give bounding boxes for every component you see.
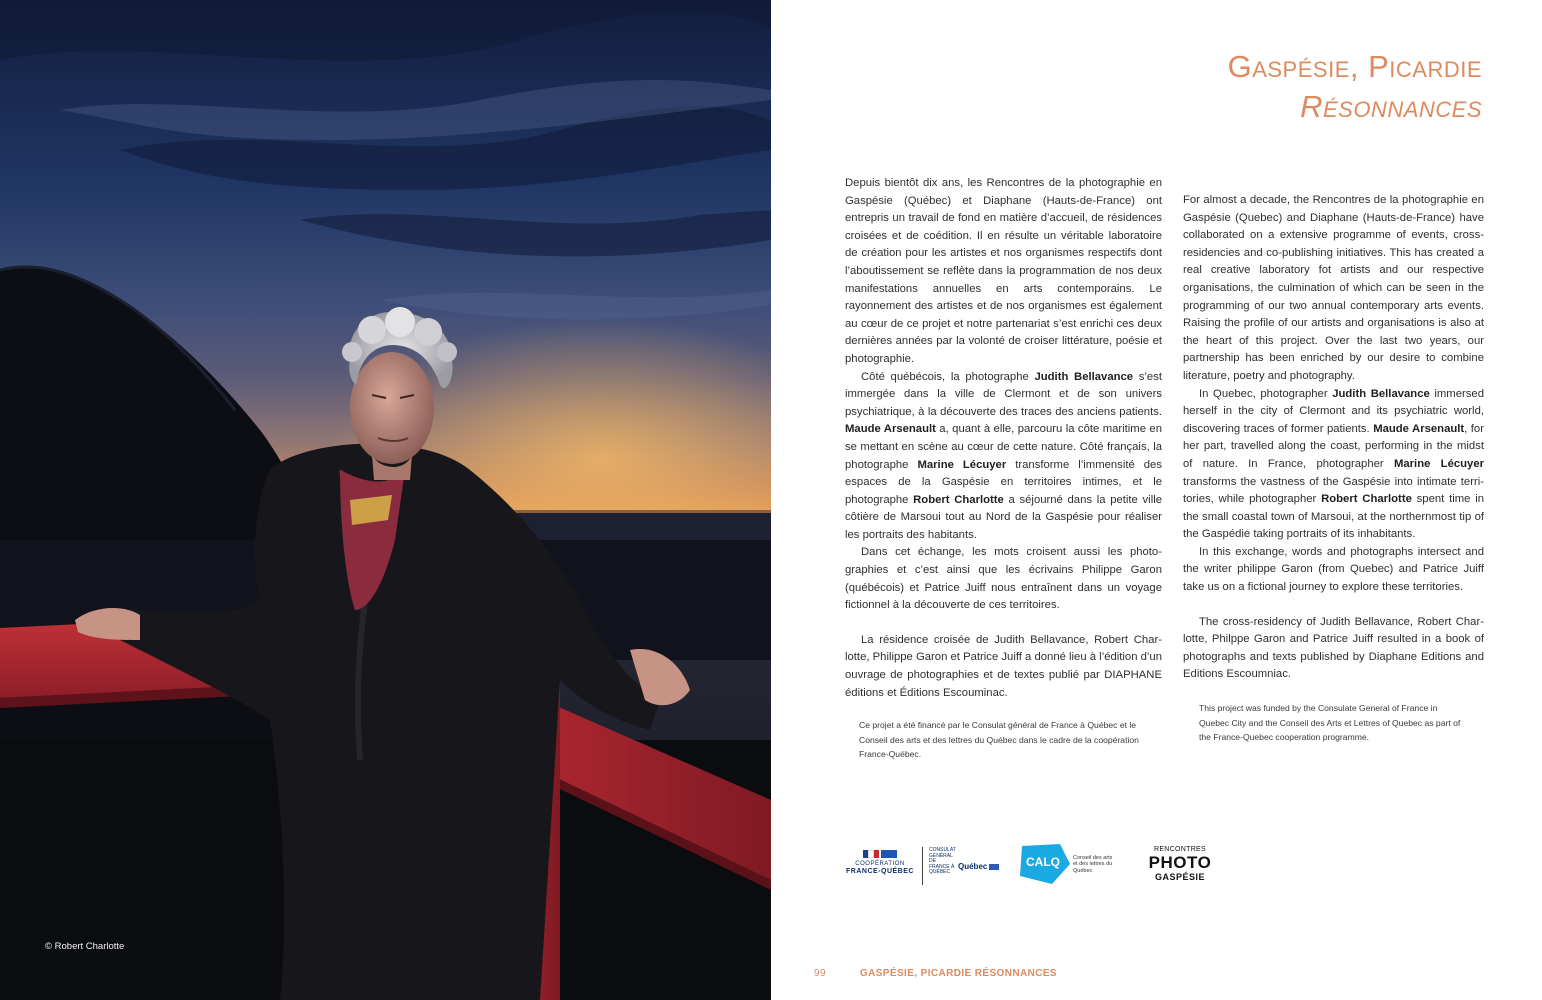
french-paragraph-2 (845, 369, 1162, 545)
artist-name: Robert Charlotte (913, 493, 1004, 506)
logo-text: RENCONTRES (1153, 846, 1206, 853)
text-run: spent time in the small coastal town of Marsoui, at the northernmost tip of the Gaspédie taking portraits of its inhabitants. (1183, 493, 1485, 541)
text-run: transforme l’immensité des espaces de la Gaspésie en territoires intimes, et le photographe (845, 458, 1162, 506)
artist-name: Judith Bellavance (1034, 370, 1134, 383)
logo-text: Québec (958, 862, 988, 871)
artist-name: Marine Lécuyer (1393, 457, 1484, 470)
text-run: In Quebec, photographer (1199, 387, 1333, 400)
french-paragraph-1: Depuis bientôt dix ans, les Rencontres de la photographie en Gaspésie (Québec) et Diaphane (Hauts-de-France) ont entrepris un travail de fond en matière d’accueil, de résidences croisées et de coédition. Il en résulte un véritable laboratoire de création pour les artistes et nos organismes respectifs dont l’aboutissement se reflète dans la programmation de nos deux manifestations annuelles en arts contemporains. Le rayonnement des artistes et de nos organismes est également au cœur de ce projet et notre partenariat s’est enrichi ces deux dernières années par la volonté de croiser littérature, poésie et photographie. (845, 177, 1162, 365)
english-paragraph-4: The cross-residency of Judith Bellavance, Robert Charlotte, Philppe Garon and Patrice Juiff resulted in a book of photographs and texts published by Diaphane Editions and Editions Escoumniac. (1183, 615, 1484, 681)
page-title (1228, 48, 1482, 128)
calq-text: Conseil des arts et des lettres du Québec (1073, 855, 1113, 874)
page-number: 99 (814, 968, 826, 979)
logo-text: COOPÉRATION (855, 861, 905, 867)
calq-label: CALQ (1026, 855, 1060, 869)
rencontres-photo-logo (1145, 845, 1215, 883)
text-run: immersed herself in the city of Clermont and its psychiatric world, discovering traces of former patients. (1183, 387, 1484, 435)
consulat-logo: CONSULAT GÉNÉRAL DE FRANCE À QUÉBEC (929, 847, 956, 876)
logo-text: PHOTO (1148, 853, 1212, 872)
french-paragraph-3: Dans cet échange, les mots croisent aussi les photographies et c’est ainsi que les écrivains Philippe Garon (québécois) et Patrice Juiff nous entraînent dans un voyage fictionnel à la découverte de ces territoires. (845, 546, 1162, 612)
artist-name: Maude Arsenault (1373, 422, 1465, 435)
quebec-flag-icon (989, 864, 999, 870)
logo-text: FRANCE-QUÉBEC (846, 868, 914, 875)
english-paragraph-2 (1183, 386, 1484, 544)
quebec-logo (958, 862, 999, 871)
artist-name: Maude Arsenault (845, 423, 936, 436)
page-footer (814, 968, 1057, 979)
title-line-1: Gaspésie, Picardie (1227, 49, 1482, 84)
partner-logos (845, 842, 1265, 892)
running-title: GASPÉSIE, PICARDIE RÉSONNANCES (859, 968, 1057, 979)
artist-name: Marine Lécuyer (917, 458, 1007, 471)
french-column (845, 175, 1162, 702)
cooperation-france-quebec-logo (845, 850, 915, 876)
text-run: , for her part, travelled along the coast, performing in the midst of nature. In France, photographer (1183, 422, 1484, 470)
flags-icon (845, 850, 915, 858)
text-run: s’est immergée dans la ville de Clermont et de son univers psychiatrique, à la découverte des traces des anciens patients. (845, 370, 1162, 418)
french-funding-note: Ce projet a été financé par le Consulat général de France à Québec et le Conseil des arts et des lettres du Québec dans le cadre de la coopération France-Québec. (859, 720, 1139, 759)
calq-logo-icon (1016, 842, 1072, 886)
text-run: Côté québécois, la photographe (861, 370, 1035, 383)
logo-divider (922, 847, 923, 885)
english-funding-note: This project was funded by the Consulate General of France in Quebec City and the Conseil des Arts et Lettres of Quebec as part of the France-Quebec cooperation programme. (1199, 703, 1461, 742)
text-page (771, 0, 1542, 1000)
text-run: transforms the vastness of the Gaspésie into intimate territories, while photographer (1183, 475, 1484, 506)
title-line-2: Résonnances (1300, 89, 1482, 124)
english-paragraph-3: In this exchange, words and photographs intersect and the writer philippe Garon (from Quebec) and Patrice Juiff take us on a fictional journey to explore these territories. (1183, 545, 1484, 594)
french-paragraph-4: La résidence croisée de Judith Bellavance, Robert Charlotte, Philippe Garon et Patrice Juiff a donné lieu à l’édition d’un ouvrage de photographies et de textes publié par DIAPHANE éditions et Éditions Escouminac. (845, 633, 1162, 699)
text-run: a, quant à elle, parcouru la côte maritime en se mettant en scène au cœur de cette nature. Côté français, la photographe (845, 423, 1162, 471)
text-run: a séjourné dans la petite ville côtière de Marsoui tout au Nord de la Gaspésie pour réaliser les portraits des habitants. (845, 493, 1162, 541)
english-column (1183, 192, 1484, 684)
artist-name: Judith Bellavance (1332, 387, 1430, 400)
photo-credit: © Robert Charlotte (45, 941, 125, 952)
logo-text: GASPÉSIE (1154, 872, 1205, 882)
english-paragraph-1: For almost a decade, the Rencontres de la photographie en Gaspésie (Quebec) and Diaphane (Hauts-de-France) have collaborated on a extensive programme of events, cross-residencies and co-publishing initiatives. This has created a real creative laboratory fot artists and our respective organisations, the culmination of which can be seen in the programming of our two annual contemporary arts events. Raising the profile of our artists and organisations is also at the heart of this project. Over the last two years, our partnership has been enriched by our desire to combine literature, poetry and photography. (1183, 194, 1484, 382)
artist-name: Robert Charlotte (1321, 493, 1412, 506)
